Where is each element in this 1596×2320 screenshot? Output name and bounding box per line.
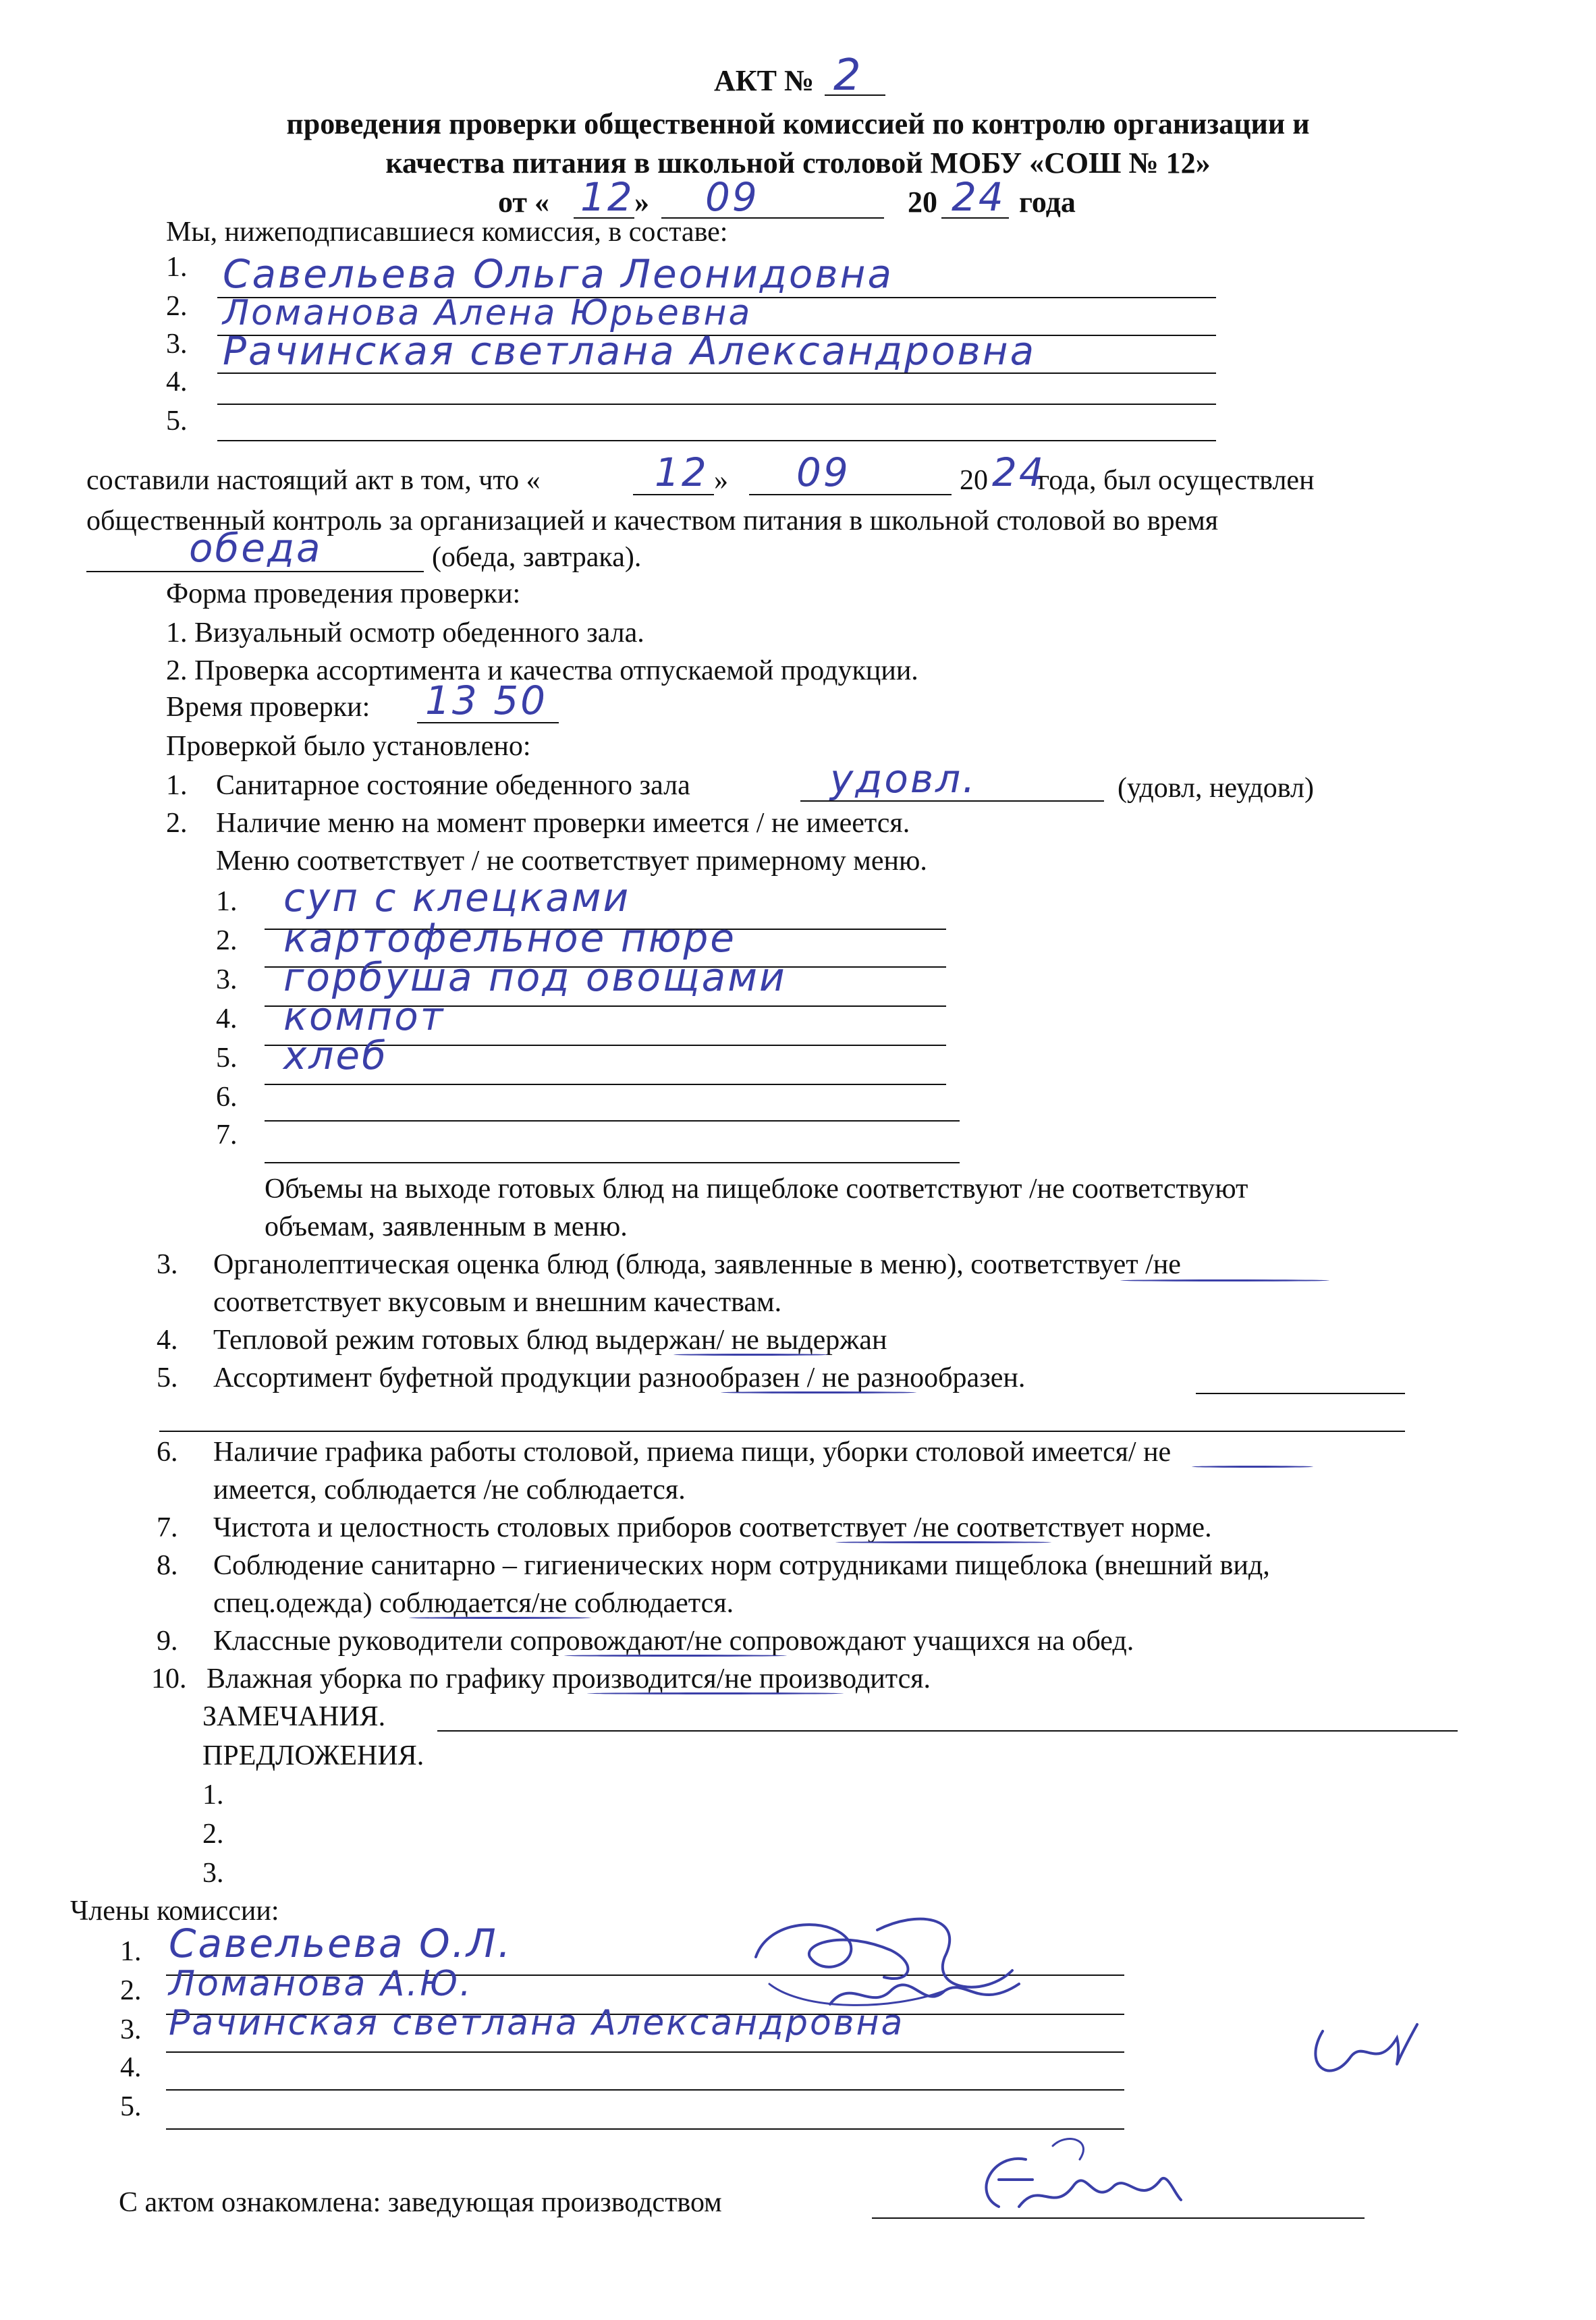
signer-name-3: Рачинская светлана Александровна xyxy=(169,2003,905,2043)
item-2-text: Наличие меню на момент проверки имеется / не имеется. xyxy=(216,808,910,839)
act-text-p1d: года, был осуществлен xyxy=(1038,465,1315,496)
item-5-num: 5. xyxy=(157,1362,178,1393)
act-meal-line xyxy=(86,571,424,572)
menu-line-5 xyxy=(265,1084,946,1085)
item-10-text: Влажная уборка по графику производится/не производится. xyxy=(207,1663,931,1694)
item-9-text: Классные руководители сопровождают/не сопровождают учащихся на обед. xyxy=(213,1626,1134,1657)
menu-line-7 xyxy=(265,1162,960,1163)
signer-num-4: 4. xyxy=(120,2052,142,2083)
volumes-line1: Объемы на выходе готовых блюд на пищеблоке соответствуют /не соответствуют xyxy=(265,1173,1248,1205)
item-8-text-b: спец.одежда) соблюдается/не соблюдается. xyxy=(213,1588,734,1619)
proposals-label: ПРЕДЛОЖЕНИЯ. xyxy=(202,1740,424,1771)
item-6-num: 6. xyxy=(157,1437,178,1468)
item-2-text-b: Меню соответствует / не соответствует примерному меню. xyxy=(216,846,927,877)
act-date-month: 09 xyxy=(705,174,759,220)
proposal-num-2: 2. xyxy=(202,1819,224,1850)
commission-num-5: 5. xyxy=(166,406,188,437)
item-1-options: (удовл, неудовл) xyxy=(1118,773,1314,804)
item-1-text: Санитарное состояние обеденного зала xyxy=(216,770,690,801)
commission-line-4 xyxy=(217,404,1216,405)
signer-name-1: Савельева О.Л. xyxy=(169,1921,513,1966)
act-text-p3: (обеда, завтрака). xyxy=(432,542,642,573)
item-4-num: 4. xyxy=(157,1325,178,1356)
item-3-text-b: соответствует вкусовым и внешним качествам. xyxy=(213,1287,782,1318)
established-label: Проверкой было установлено: xyxy=(166,731,531,762)
item-9-num: 9. xyxy=(157,1626,178,1657)
item-3-num: 3. xyxy=(157,1249,178,1280)
signature-2-icon xyxy=(823,1964,1026,2024)
item-10-underline xyxy=(587,1692,844,1694)
signer-num-3: 3. xyxy=(120,2014,142,2045)
item-7-text: Чистота и целостность столовых приборов соответствует /не соответствует норме. xyxy=(213,1512,1212,1543)
menu-num-6: 6. xyxy=(216,1082,238,1113)
signer-line-3 xyxy=(166,2051,1124,2053)
act-text-p2: общественный контроль за организацией и качеством питания в школьной столовой во время xyxy=(86,505,1219,536)
signers-title: Члены комиссии: xyxy=(70,1896,279,1927)
item-8-text-a: Соблюдение санитарно – гигиенических норм сотрудниками пищеблока (внешний вид, xyxy=(213,1550,1270,1581)
menu-line-6 xyxy=(265,1120,960,1122)
signer-num-1: 1. xyxy=(120,1936,142,1967)
item-6-underline xyxy=(1192,1466,1313,1468)
item-3-text-a: Органолептическая оценка блюд (блюда, заявленные в меню), соответствует /не xyxy=(213,1249,1181,1280)
item-5-underline xyxy=(721,1391,916,1393)
item-7-num: 7. xyxy=(157,1512,178,1543)
act-year-suffix: 24 xyxy=(952,174,1006,220)
menu-dish-3: горбуша под овощами xyxy=(283,954,787,1000)
form-title: Форма проведения проверки: xyxy=(166,578,521,609)
commission-num-4: 4. xyxy=(166,366,188,397)
act-text-p1c: 20 xyxy=(960,465,988,496)
menu-dish-5: хлеб xyxy=(283,1032,388,1078)
act-month: 09 xyxy=(796,449,850,495)
act-text-p1b: » xyxy=(714,465,728,496)
item-3-underline xyxy=(1120,1279,1329,1281)
commission-num-3: 3. xyxy=(166,329,188,360)
item-5-text: Ассортимент буфетной продукции разнообразен / не разнообразен. xyxy=(213,1362,1026,1393)
menu-num-1: 1. xyxy=(216,886,238,917)
commission-member-1: Савельева Ольга Леонидовна xyxy=(223,251,893,297)
item-1-value: удовл. xyxy=(830,756,977,802)
act-title-label: АКТ № xyxy=(714,64,815,97)
act-number-handwritten: 2 xyxy=(833,51,863,101)
menu-num-7: 7. xyxy=(216,1120,238,1151)
menu-num-3: 3. xyxy=(216,964,238,995)
time-label: Время проверки: xyxy=(166,692,370,723)
signer-line-5 xyxy=(166,2128,1124,2130)
item-6-text-a: Наличие графика работы столовой, приема пищи, уборки столовой имеется/ не xyxy=(213,1437,1172,1468)
menu-num-4: 4. xyxy=(216,1003,238,1034)
form-item-1: 1. Визуальный осмотр обеденного зала. xyxy=(166,617,644,648)
commission-intro: Мы, нижеподписавшиеся комиссия, в составе: xyxy=(166,217,728,248)
remarks-label: ЗАМЕЧАНИЯ. xyxy=(202,1701,386,1732)
commission-num-1: 1. xyxy=(166,252,188,283)
signer-num-5: 5. xyxy=(120,2091,142,2122)
item-7-underline xyxy=(835,1541,1051,1543)
act-date-close: » xyxy=(634,186,649,219)
signer-line-4 xyxy=(166,2089,1124,2091)
acquainted-label: С актом ознакомлена: заведующая производством xyxy=(119,2187,722,2218)
act-year-word: года xyxy=(1019,186,1076,219)
commission-member-3: Рачинская светлана Александровна xyxy=(223,328,1037,374)
item-4-underline xyxy=(673,1354,829,1356)
act-heading-line1: проведения проверки общественной комиссией по контролю организации и xyxy=(286,107,1310,140)
act-month-line xyxy=(749,494,952,495)
item-8-underline xyxy=(409,1617,591,1619)
act-meal: обеда xyxy=(189,525,323,571)
item-10-num: 10. xyxy=(151,1663,187,1694)
item-5-line-a xyxy=(1196,1393,1405,1394)
act-heading-line2: качества питания в школьной столовой МОБУ «СОШ № 12» xyxy=(385,146,1211,179)
act-date-day: 12 xyxy=(580,174,634,220)
menu-dish-2: картофельное пюре xyxy=(283,915,736,961)
item-2-num: 2. xyxy=(166,808,188,839)
act-date-from: от « xyxy=(498,186,550,219)
remarks-line xyxy=(437,1730,1458,1732)
proposal-num-3: 3. xyxy=(202,1858,224,1889)
item-5-line-b xyxy=(159,1431,1405,1432)
proposal-num-1: 1. xyxy=(202,1779,224,1811)
act-text-p1: составили настоящий акт в том, что « xyxy=(86,465,541,496)
item-6-text-b: имеется, соблюдается /не соблюдается. xyxy=(213,1474,686,1506)
item-1-num: 1. xyxy=(166,770,188,801)
commission-member-2: Ломанова Алена Юрьевна xyxy=(223,293,752,333)
item-9-underline xyxy=(564,1655,787,1657)
item-8-num: 8. xyxy=(157,1550,178,1581)
menu-num-2: 2. xyxy=(216,925,238,956)
item-4-text: Тепловой режим готовых блюд выдержан/ не выдержан xyxy=(213,1325,887,1356)
signature-3-icon xyxy=(1302,2011,1424,2092)
act-year: 24 xyxy=(992,449,1046,495)
menu-num-5: 5. xyxy=(216,1043,238,1074)
commission-num-2: 2. xyxy=(166,291,188,322)
act-year-prefix: 20 xyxy=(908,186,937,219)
menu-dish-4: компот xyxy=(283,993,445,1039)
form-item-2: 2. Проверка ассортимента и качества отпускаемой продукции. xyxy=(166,655,918,686)
signer-name-2: Ломанова А.Ю. xyxy=(169,1964,473,2004)
signature-production-head-icon xyxy=(958,2132,1188,2234)
menu-dish-1: суп с клецками xyxy=(283,875,631,920)
signer-num-2: 2. xyxy=(120,1975,142,2006)
commission-line-5 xyxy=(217,440,1216,441)
time-value: 13 50 xyxy=(425,678,548,723)
volumes-line2: объемам, заявленным в меню. xyxy=(265,1211,628,1242)
act-day: 12 xyxy=(655,449,709,495)
